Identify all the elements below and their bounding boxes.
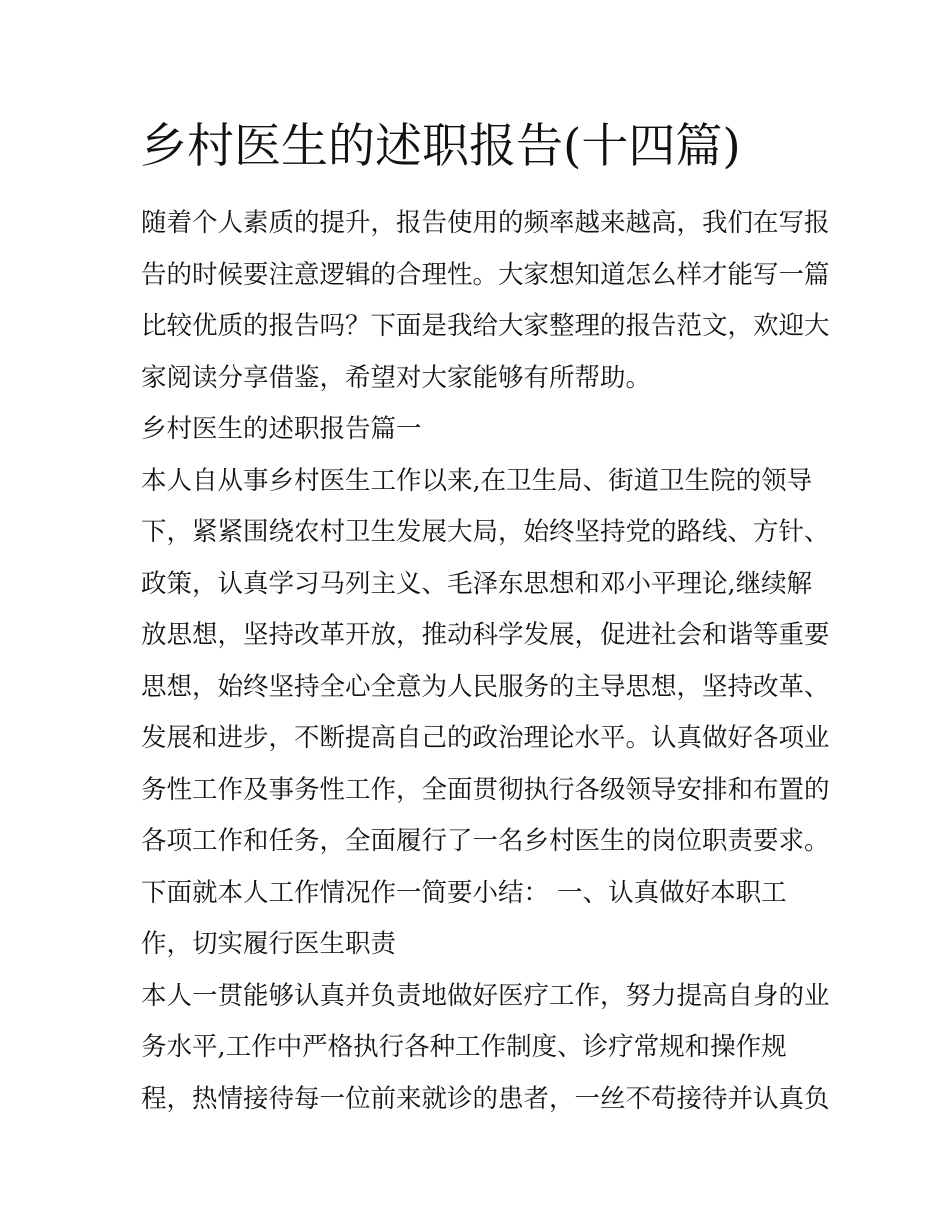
body-line: 随着个人素质的提升，报告使用的频率越来越高，我们在写报 — [141, 208, 830, 238]
body-line: 下面就本人工作情况作一简要小结： 一、认真做好本职工 — [141, 877, 787, 908]
body-line: 告的时候要注意逻辑的合理性。大家想知道怎么样才能写一篇 — [141, 259, 830, 290]
body-line: 务性工作及事务性工作，全面贯彻执行各级领导安排和布置的 — [141, 774, 830, 805]
body-line: 下，紧紧围绕农村卫生发展大局，始终坚持党的路线、方针、 — [141, 517, 830, 547]
section-heading: 乡村医生的述职报告篇一 — [141, 414, 422, 444]
body-line: 各项工作和任务，全面履行了一名乡村医生的岗位职责要求。 — [141, 826, 830, 856]
body-line: 程，热情接待每一位前来就诊的患者，一丝不苟接待并认真负 — [141, 1083, 830, 1114]
body-line: 家阅读分享借鉴，希望对大家能够有所帮助。 — [141, 362, 652, 393]
document-body — [141, 198, 830, 1125]
body-line: 比较优质的报告吗？下面是我给大家整理的报告范文，欢迎大 — [141, 311, 830, 341]
body-line: 务水平,工作中严格执行各种工作制度、诊疗常规和操作规 — [141, 1032, 787, 1062]
body-line: 本人一贯能够认真并负责地做好医疗工作，努力提高自身的业 — [141, 980, 830, 1011]
body-line: 政策，认真学习马列主义、毛泽东思想和邓小平理论,继续解 — [141, 568, 813, 599]
body-line: 发展和进步，不断提高自己的政治理论水平。认真做好各项业 — [141, 723, 830, 753]
document-title: 乡村医生的述职报告(十四篇) — [140, 119, 741, 174]
body-line: 作，切实履行医生职责 — [141, 929, 397, 959]
body-line: 思想，始终坚持全心全意为人民服务的主导思想，坚持改革、 — [141, 671, 830, 702]
body-line: 本人自从事乡村医生工作以来,在卫生局、街道卫生院的领导 — [141, 465, 813, 496]
body-line: 放思想，坚持改革开放，推动科学发展，促进社会和谐等重要 — [141, 620, 830, 650]
